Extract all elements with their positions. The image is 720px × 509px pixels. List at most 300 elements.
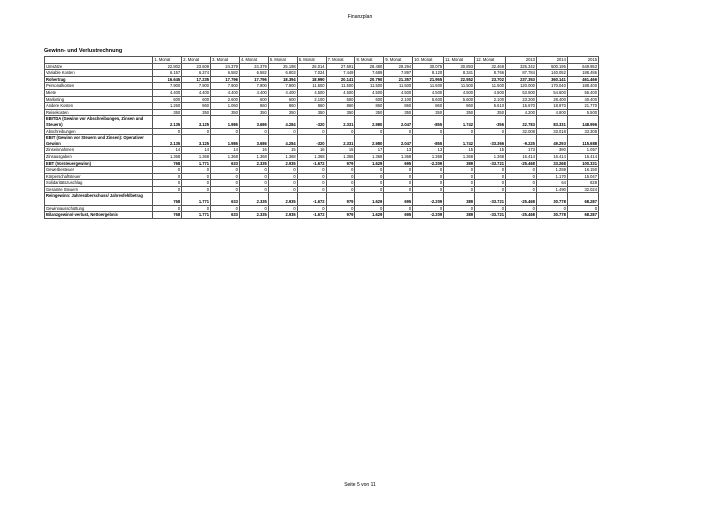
table-row: [45, 205, 599, 212]
row-label: EBITDA (Gewinn vor Abschreibungen, Zinsen und Steuern): [45, 116, 153, 128]
row-label: Personalkosten: [45, 83, 153, 90]
table-cell: 768: [153, 212, 182, 219]
table-cell: 15: [475, 147, 506, 154]
row-label: Marketing: [45, 96, 153, 103]
table-cell: 0: [297, 128, 326, 135]
table-cell: 0: [153, 180, 182, 187]
table-cell: 0: [506, 186, 537, 193]
table-cell: -2.209: [413, 193, 444, 205]
table-cell: 1.771: [182, 193, 211, 205]
table-cell: 1.986: [211, 135, 240, 147]
table-row: [45, 96, 599, 103]
column-header: 2015: [567, 57, 598, 64]
table-cell: 0: [444, 205, 475, 212]
table-cell: 1.170: [536, 173, 567, 180]
table-cell: 1.368: [355, 153, 384, 160]
table-cell: 6.374: [182, 70, 211, 77]
table-cell: 16.645: [153, 76, 182, 83]
table-cell: -33.366: [475, 135, 506, 147]
row-label: Gesamte Steuern: [45, 186, 153, 193]
table-cell: 15.670: [506, 103, 537, 110]
table-cell: 0: [384, 167, 413, 174]
table-row: [45, 135, 599, 147]
table-cell: 0: [239, 186, 268, 193]
table-cell: 389: [444, 193, 475, 205]
table-cell: 2.335: [239, 193, 268, 205]
table-cell: 64: [536, 180, 567, 187]
table-cell: 14: [153, 147, 182, 154]
table-cell: 2.100: [297, 96, 326, 103]
table-cell: 0: [536, 205, 567, 212]
page-header-title: Finanzplan: [347, 14, 373, 20]
table-cell: 350: [355, 109, 384, 116]
table-cell: 0: [297, 180, 326, 187]
table-cell: 4.500: [444, 89, 475, 96]
table-cell: 11.500: [475, 83, 506, 90]
table-cell: 7.900: [268, 83, 297, 90]
column-header: 4. Monat: [239, 57, 268, 64]
table-cell: 0: [413, 186, 444, 193]
table-cell: -9.225: [506, 135, 537, 147]
table-cell: 0: [211, 128, 240, 135]
table-cell: 0: [326, 205, 355, 212]
table-cell: 24.379: [211, 63, 240, 70]
table-cell: 0: [506, 173, 537, 180]
table-cell: 461.466: [567, 76, 598, 83]
table-cell: 27.591: [326, 63, 355, 70]
table-cell: 4.400: [268, 89, 297, 96]
column-header: 9. Monat: [384, 57, 413, 64]
table-cell: 16.414: [567, 153, 598, 160]
table-cell: 0: [355, 205, 384, 212]
table-cell: 33.018: [536, 128, 567, 135]
table-cell: 350: [384, 109, 413, 116]
table-cell: 1.771: [182, 212, 211, 219]
column-header: 2. Monat: [182, 57, 211, 64]
table-cell: 1.259: [536, 167, 567, 174]
table-cell: 0: [413, 180, 444, 187]
table-cell: 3.125: [182, 116, 211, 128]
table-cell: 2.935: [268, 160, 297, 167]
row-label: Abschreibungen: [45, 128, 153, 135]
table-cell: -2.209: [413, 160, 444, 167]
table-cell: 1.368: [475, 153, 506, 160]
table-cell: 0: [211, 180, 240, 187]
table-cell: 49.293: [536, 135, 567, 147]
table-cell: 0: [475, 205, 506, 212]
table-cell: 15: [444, 147, 475, 154]
table-cell: 8.120: [413, 70, 444, 77]
table-cell: 0: [297, 205, 326, 212]
table-cell: 695: [384, 212, 413, 219]
table-cell: 600: [239, 96, 268, 103]
row-label: Gewinnausschüttung: [45, 205, 153, 212]
table-cell: 25.198: [268, 63, 297, 70]
table-cell: 350: [413, 109, 444, 116]
table-row: [45, 212, 599, 219]
table-cell: 26.014: [297, 63, 326, 70]
table-cell: 350: [182, 109, 211, 116]
table-row: [45, 63, 599, 70]
table-row: [45, 193, 599, 205]
table-cell: 1.368: [211, 153, 240, 160]
table-cell: 7.689: [355, 70, 384, 77]
table-cell: -1.672: [297, 160, 326, 167]
table-cell: 15.047: [567, 173, 598, 180]
table-cell: 173: [506, 147, 537, 154]
table-cell: 0: [297, 167, 326, 174]
row-label: Miete: [45, 89, 153, 96]
table-cell: 11.500: [384, 83, 413, 90]
table-cell: 4.400: [239, 89, 268, 96]
table-cell: 860: [444, 103, 475, 110]
table-cell: 0: [475, 167, 506, 174]
table-cell: 20.141: [326, 76, 355, 83]
table-cell: 860: [413, 103, 444, 110]
row-label: Bilanzgewinn/-verlust, Nettoergebnis: [45, 212, 153, 219]
table-cell: 83.331: [536, 116, 567, 128]
table-cell: 22.552: [444, 76, 475, 83]
table-cell: 350: [239, 109, 268, 116]
table-row: [45, 147, 599, 154]
row-label: Variable Kosten: [45, 70, 153, 77]
table-cell: 860: [326, 103, 355, 110]
table-cell: 350: [444, 109, 475, 116]
table-cell: 389: [444, 212, 475, 219]
table-cell: 0: [384, 186, 413, 193]
table-cell: 4.500: [475, 89, 506, 96]
table-cell: 0: [355, 128, 384, 135]
table-cell: 22.783: [506, 116, 537, 128]
table-cell: 30.075: [413, 63, 444, 70]
table-cell: 28.480: [355, 63, 384, 70]
table-cell: 360.141: [536, 76, 567, 83]
table-cell: 40.400: [567, 96, 598, 103]
table-cell: 0: [355, 173, 384, 180]
table-cell: 28.400: [536, 96, 567, 103]
table-cell: 1.368: [384, 153, 413, 160]
column-header: 8. Monat: [355, 57, 384, 64]
table-cell: 979: [326, 193, 355, 205]
table-row: [45, 186, 599, 193]
table-row: [45, 116, 599, 128]
table-cell: 649.953: [567, 63, 598, 70]
table-cell: 11.500: [355, 83, 384, 90]
table-cell: 0: [444, 173, 475, 180]
table-cell: 5.600: [444, 96, 475, 103]
table-cell: 2.335: [239, 212, 268, 219]
table-cell: 4.400: [182, 89, 211, 96]
table-cell: 4.400: [211, 89, 240, 96]
table-cell: 350: [153, 109, 182, 116]
table-cell: 2.331: [326, 116, 355, 128]
table-cell: 2.047: [384, 135, 413, 147]
row-label: Umsätze: [45, 63, 153, 70]
table-cell: 350: [297, 109, 326, 116]
table-cell: 237.353: [506, 76, 537, 83]
table-cell: 633: [211, 212, 240, 219]
table-cell: 0: [355, 186, 384, 193]
table-cell: 860: [297, 103, 326, 110]
table-cell: 0: [444, 180, 475, 187]
table-cell: 170.040: [536, 83, 567, 90]
table-cell: 0: [384, 128, 413, 135]
table-cell: 2.980: [355, 135, 384, 147]
table-cell: 0: [211, 173, 240, 180]
table-cell: 500.196: [536, 63, 567, 70]
table-cell: 0: [326, 186, 355, 193]
table-cell: 22.802: [153, 63, 182, 70]
table-row: [45, 76, 599, 83]
table-cell: 32.024: [567, 186, 598, 193]
table-cell: 0: [182, 180, 211, 187]
table-cell: 23.609: [182, 63, 211, 70]
table-cell: 7.449: [326, 70, 355, 77]
table-cell: 16.150: [567, 167, 598, 174]
table-cell: 768: [153, 193, 182, 205]
column-header-label: [45, 57, 153, 64]
row-label: Körperschaftsteuer: [45, 173, 153, 180]
table-cell: 0: [182, 186, 211, 193]
table-cell: 18.970: [536, 103, 567, 110]
table-cell: 0: [326, 128, 355, 135]
table-cell: 148.996: [567, 116, 598, 128]
table-cell: 13: [413, 147, 444, 154]
table-cell: 1.060: [211, 103, 240, 110]
column-header: 2014: [536, 57, 567, 64]
table-cell: 29.294: [384, 63, 413, 70]
table-cell: 1.368: [182, 153, 211, 160]
table-cell: -2.209: [413, 212, 444, 219]
profit-loss-table: [44, 56, 599, 219]
table-cell: 1.629: [355, 160, 384, 167]
table-cell: 768: [153, 160, 182, 167]
table-cell: 2.600: [211, 96, 240, 103]
table-cell: 0: [444, 167, 475, 174]
table-cell: 3.125: [182, 135, 211, 147]
table-cell: 0: [413, 205, 444, 212]
table-cell: 633: [211, 160, 240, 167]
table-cell: 30.778: [536, 193, 567, 205]
table-cell: -855: [413, 135, 444, 147]
column-header: 5. Monat: [268, 57, 297, 64]
table-cell: 16: [239, 147, 268, 154]
table-row: [45, 83, 599, 90]
table-cell: 7.900: [211, 83, 240, 90]
table-cell: 350: [475, 109, 506, 116]
table-cell: 16.414: [536, 153, 567, 160]
table-cell: 0: [268, 128, 297, 135]
table-cell: 1.368: [413, 153, 444, 160]
table-cell: 0: [413, 173, 444, 180]
table-cell: 8.766: [475, 70, 506, 77]
row-label: EBIT (Gewinn vor Steuern und Zinsen): Operativer Gewinn: [45, 135, 153, 147]
table-cell: 14: [182, 147, 211, 154]
section-title: Gewinn- und Verlustrechnung: [44, 48, 123, 54]
table-cell: 33.268: [536, 160, 567, 167]
table-cell: 17: [355, 147, 384, 154]
column-header: 12. Monat: [475, 57, 506, 64]
table-cell: 7.900: [182, 83, 211, 90]
row-label: Zinseinnahmen: [45, 147, 153, 154]
row-label: Rohertrag: [45, 76, 153, 83]
column-header: 6. Monat: [297, 57, 326, 64]
table-cell: 1.368: [444, 153, 475, 160]
table-cell: 188.486: [567, 70, 598, 77]
table-cell: 2.980: [355, 116, 384, 128]
table-cell: 979: [326, 212, 355, 219]
table-cell: 21.955: [413, 76, 444, 83]
table-cell: 0: [297, 186, 326, 193]
table-cell: 0: [239, 128, 268, 135]
table-cell: 1.368: [268, 153, 297, 160]
table-cell: 54.600: [536, 89, 567, 96]
table-cell: 53.500: [506, 89, 537, 96]
table-cell: 23.200: [506, 96, 537, 103]
table-cell: 0: [326, 167, 355, 174]
table-cell: 6.803: [268, 70, 297, 77]
table-cell: 4.500: [297, 89, 326, 96]
column-header: 2013: [506, 57, 537, 64]
table-cell: 4.500: [413, 89, 444, 96]
table-cell: 2.047: [384, 116, 413, 128]
table-cell: 4.800: [536, 109, 567, 116]
table-cell: 1.742: [444, 116, 475, 128]
table-cell: 600: [153, 96, 182, 103]
table-cell: 350: [268, 109, 297, 116]
table-cell: 0: [444, 128, 475, 135]
table-cell: -33.721: [475, 212, 506, 219]
table-cell: 30.893: [444, 63, 475, 70]
table-cell: 633: [211, 193, 240, 205]
table-cell: 0: [384, 180, 413, 187]
table-cell: 11.500: [413, 83, 444, 90]
row-label: EBT (Vorsteuergewinn): [45, 160, 153, 167]
table-cell: -33.721: [475, 160, 506, 167]
table-cell: -25.468: [506, 160, 537, 167]
table-cell: 4.284: [268, 116, 297, 128]
table-cell: 0: [268, 205, 297, 212]
table-cell: 0: [475, 128, 506, 135]
table-cell: -25.468: [506, 193, 537, 205]
table-cell: 21.357: [384, 76, 413, 83]
table-row: [45, 128, 599, 135]
table-cell: 0: [153, 205, 182, 212]
table-cell: 1.490: [536, 186, 567, 193]
table-cell: 5.610: [475, 103, 506, 110]
table-cell: 600: [182, 96, 211, 103]
table-cell: -25.468: [506, 212, 537, 219]
row-label: Reingewinn: Jahresüberschuss/ Jahresfehlbetrag: [45, 193, 153, 205]
table-cell: 56.400: [567, 89, 598, 96]
table-cell: 0: [211, 205, 240, 212]
table-cell: 860: [239, 103, 268, 110]
table-cell: 0: [153, 167, 182, 174]
table-cell: 140.052: [536, 70, 567, 77]
table-cell: 115.688: [567, 135, 598, 147]
table-cell: 0: [475, 180, 506, 187]
table-cell: 0: [211, 167, 240, 174]
table-cell: 0: [506, 167, 537, 174]
table-cell: 2.100: [475, 96, 506, 103]
column-header: 10. Monat: [413, 57, 444, 64]
table-cell: 350: [211, 109, 240, 116]
table-cell: 2.935: [268, 193, 297, 205]
table-cell: 7.900: [239, 83, 268, 90]
table-cell: 16.414: [506, 153, 537, 160]
table-row: [45, 173, 599, 180]
table-row: [45, 70, 599, 77]
table-cell: 0: [506, 180, 537, 187]
table-cell: 4.284: [268, 135, 297, 147]
table-cell: 11.500: [297, 83, 326, 90]
table-cell: 695: [384, 193, 413, 205]
table-cell: -320: [297, 116, 326, 128]
table-cell: 2.100: [384, 96, 413, 103]
table-cell: 0: [297, 173, 326, 180]
table-cell: 3.686: [239, 135, 268, 147]
table-cell: 0: [506, 205, 537, 212]
table-cell: -33.721: [475, 193, 506, 205]
table-cell: 1.368: [239, 153, 268, 160]
table-cell: 17.796: [239, 76, 268, 83]
table-cell: 0: [326, 173, 355, 180]
table-cell: 0: [153, 128, 182, 135]
table-cell: 1.742: [444, 135, 475, 147]
table-cell: 1.771: [182, 160, 211, 167]
table-cell: 87.784: [506, 70, 537, 77]
table-cell: 828: [567, 180, 598, 187]
table-cell: 0: [355, 180, 384, 187]
table-cell: 0: [567, 205, 598, 212]
table-cell: 6.582: [239, 70, 268, 77]
table-cell: 600: [355, 96, 384, 103]
table-cell: 0: [413, 128, 444, 135]
table-cell: 979: [326, 160, 355, 167]
table-cell: 20.790: [355, 76, 384, 83]
table-cell: 0: [268, 186, 297, 193]
table-cell: 0: [384, 173, 413, 180]
table-cell: 18.394: [268, 76, 297, 83]
table-cell: 0: [326, 180, 355, 187]
row-label: Zinsausgaben: [45, 153, 153, 160]
table-cell: 32.008: [506, 128, 537, 135]
table-cell: 0: [182, 128, 211, 135]
table-cell: 30.778: [536, 212, 567, 219]
table-cell: 100.331: [567, 160, 598, 167]
table-cell: 0: [239, 167, 268, 174]
table-cell: 695: [384, 160, 413, 167]
table-cell: 17.796: [211, 76, 240, 83]
table-cell: 1.368: [297, 153, 326, 160]
table-cell: 0: [153, 173, 182, 180]
table-cell: 15: [268, 147, 297, 154]
table-cell: 188.400: [567, 83, 598, 90]
table-row: [45, 160, 599, 167]
table-row: [45, 109, 599, 116]
table-cell: 3.686: [239, 116, 268, 128]
table-cell: 33.308: [567, 128, 598, 135]
table-cell: 15: [326, 147, 355, 154]
table-cell: 5.500: [567, 109, 598, 116]
table-cell: 1.986: [211, 116, 240, 128]
table-cell: 1.260: [153, 103, 182, 110]
table-cell: 2.331: [326, 135, 355, 147]
table-row: [45, 103, 599, 110]
table-cell: 4.500: [355, 89, 384, 96]
table-cell: 1.368: [153, 153, 182, 160]
table-cell: 0: [355, 167, 384, 174]
